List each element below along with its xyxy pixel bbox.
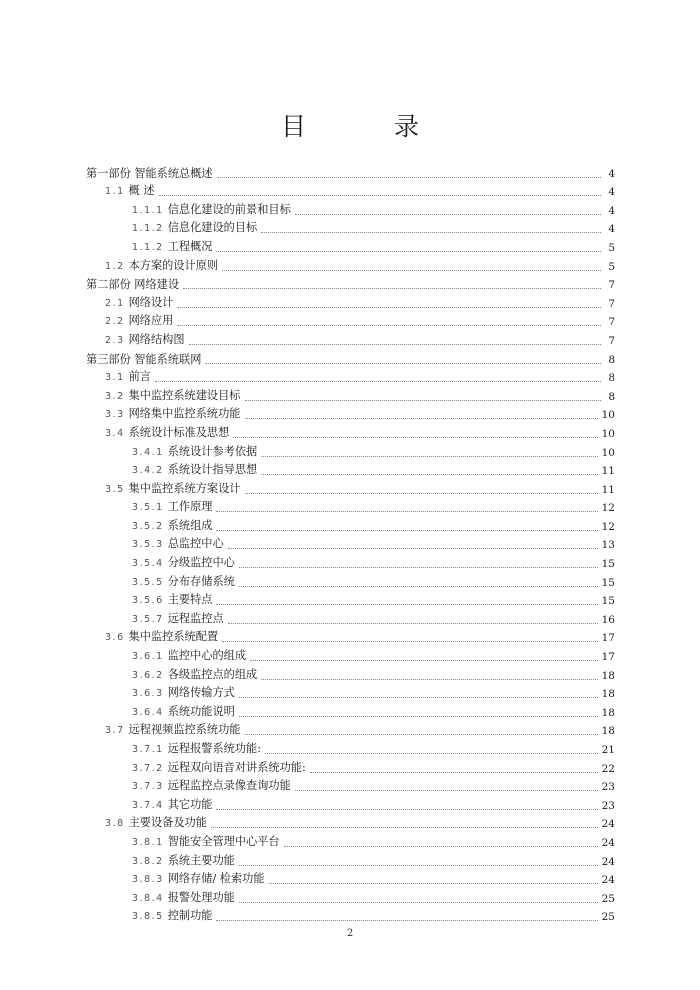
toc-entry-text: 系统主要功能: [167, 853, 235, 867]
toc-entry-label: [132, 909, 212, 924]
toc-dot-leader: [295, 789, 598, 791]
toc-dot-leader: [239, 585, 598, 587]
toc-entry-label: [132, 854, 235, 869]
toc-entry-label: [86, 167, 213, 181]
toc-entry-text: 总监控中心: [167, 537, 224, 551]
toc-entry-number: 2.1: [105, 297, 125, 309]
toc-entry[interactable]: [86, 274, 615, 293]
toc-entry-text: 网络存储/ 检索功能: [167, 872, 265, 886]
toc-entry[interactable]: [86, 385, 615, 404]
toc-entry-number: 3.8.3: [132, 874, 164, 886]
page-number: 2: [346, 928, 354, 939]
toc-dot-leader: [261, 678, 597, 680]
toc-entry-text: 网络设计: [128, 295, 174, 309]
toc-dot-leader: [261, 473, 597, 475]
toc-entry-text: 报警处理功能: [167, 890, 235, 904]
toc-entry-number: 3.2: [105, 390, 125, 402]
toc-entry[interactable]: [86, 850, 615, 869]
toc-entry[interactable]: [86, 236, 615, 255]
toc-entry-label: [105, 259, 218, 274]
toc-entry-label: [105, 630, 218, 645]
toc-entry-text: 第三部份 智能系统联网: [86, 352, 202, 366]
toc-entry-text: 各级监控点的组成: [167, 667, 258, 681]
toc-entry-page: 10: [601, 446, 615, 459]
toc-entry-number: 2.2: [105, 316, 125, 328]
toc-dot-leader: [177, 306, 601, 308]
table-of-contents: [86, 162, 615, 924]
toc-entry-label: [105, 370, 151, 385]
toc-entry-page: 4: [608, 204, 615, 217]
toc-dot-leader: [245, 492, 598, 494]
toc-entry-page: 17: [601, 651, 615, 664]
toc-entry-page: 24: [601, 818, 615, 831]
toc-entry-text: 远程监控点录像查询功能: [167, 779, 291, 793]
toc-entry-text: 控制功能: [167, 909, 213, 923]
toc-entry-page: 8: [608, 353, 615, 366]
toc-entry-label: [132, 872, 265, 887]
toc-dot-leader: [245, 417, 598, 419]
toc-entry-number: 3.4.1: [132, 446, 164, 458]
toc-entry[interactable]: [86, 869, 615, 888]
toc-entry-label: [132, 705, 235, 720]
toc-entry-number: 3.4: [105, 427, 125, 439]
toc-entry-page: 7: [608, 334, 615, 347]
toc-entry-label: [132, 612, 224, 627]
toc-entry-label: [132, 649, 246, 664]
toc-dot-leader: [217, 176, 601, 178]
toc-dot-leader: [155, 380, 601, 382]
toc-entry-page: 22: [601, 762, 615, 775]
toc-dot-leader: [211, 826, 598, 828]
toc-dot-leader: [250, 659, 598, 661]
toc-entry[interactable]: [86, 627, 615, 646]
toc-entry-number: 3.8: [105, 818, 125, 830]
toc-entry-number: 3.5.2: [132, 520, 164, 532]
toc-dot-leader: [245, 733, 598, 735]
toc-entry-text: 前言: [128, 370, 151, 384]
toc-entry-label: [132, 891, 235, 906]
toc-dot-leader: [222, 640, 598, 642]
toc-entry-text: 分布存储系统: [167, 574, 235, 588]
toc-entry-text: 系统设计参考依据: [167, 444, 258, 458]
toc-entry-label: [132, 556, 235, 571]
toc-entry-number: 3.5.7: [132, 613, 164, 625]
toc-dot-leader: [284, 845, 598, 847]
toc-dot-leader: [261, 231, 601, 233]
toc-entry-number: 3.6.2: [132, 669, 164, 681]
toc-entry-page: 18: [601, 706, 615, 719]
toc-entry[interactable]: [86, 404, 615, 423]
toc-entry-number: 3.8.2: [132, 855, 164, 867]
toc-entry-text: 智能安全管理中心平台: [167, 834, 280, 848]
toc-entry-text: 系统设计指导思想: [167, 463, 258, 477]
toc-entry-label: [132, 221, 257, 236]
toc-entry-page: 24: [601, 855, 615, 868]
toc-entry[interactable]: [86, 255, 615, 274]
toc-entry-text: 系统功能说明: [167, 704, 235, 718]
toc-dot-leader: [216, 808, 597, 810]
toc-entry[interactable]: [86, 720, 615, 739]
toc-entry-page: 18: [601, 688, 615, 701]
toc-entry-label: [132, 761, 306, 776]
toc-dot-leader: [222, 269, 601, 271]
toc-entry-page: 7: [608, 297, 615, 310]
toc-entry-number: 3.5: [105, 483, 125, 495]
toc-entry[interactable]: [86, 571, 615, 590]
toc-dot-leader: [295, 213, 601, 215]
toc-entry-page: 23: [601, 781, 615, 794]
toc-dot-leader: [216, 919, 597, 921]
toc-entry-label: [105, 482, 241, 497]
toc-entry-number: 3.8.4: [132, 892, 164, 904]
toc-entry-number: 3.7.4: [132, 799, 164, 811]
toc-entry[interactable]: [86, 738, 615, 757]
toc-entry[interactable]: [86, 608, 615, 627]
toc-entry-text: 信息化建设的前景和目标: [167, 202, 291, 216]
toc-entry-page: 18: [601, 725, 615, 738]
toc-entry-text: 集中监控系统方案设计: [128, 481, 241, 495]
toc-entry-text: 远程报警系统功能:: [167, 742, 261, 755]
toc-entry[interactable]: [86, 441, 615, 460]
toc-entry[interactable]: [86, 218, 615, 237]
toc-entry-text: 主要设备及功能: [128, 816, 207, 830]
toc-dot-leader: [239, 901, 598, 903]
toc-entry[interactable]: [86, 683, 615, 702]
toc-entry[interactable]: [86, 590, 615, 609]
toc-entry[interactable]: [86, 887, 615, 906]
toc-dot-leader: [216, 250, 601, 252]
toc-entry-number: 3.7.3: [132, 781, 164, 793]
toc-entry-page: 5: [608, 241, 615, 254]
toc-entry[interactable]: [86, 348, 615, 367]
toc-entry-number: 1.1: [105, 186, 125, 198]
toc-entry-number: 2.3: [105, 334, 125, 346]
toc-entry-label: [105, 426, 229, 441]
toc-entry-text: 远程监控点: [167, 611, 224, 625]
toc-dot-leader: [239, 864, 598, 866]
toc-entry-label: [105, 407, 241, 422]
toc-entry-text: 第一部份 智能系统总概述: [86, 166, 213, 180]
toc-entry-text: 工程概况: [167, 239, 213, 253]
toc-entry-page: 24: [601, 874, 615, 887]
toc-entry[interactable]: [86, 552, 615, 571]
toc-entry-text: 远程双向语音对讲系统功能:: [167, 760, 306, 774]
toc-entry-page: 4: [608, 167, 615, 180]
toc-entry-number: 3.5.3: [132, 539, 164, 551]
toc-entry-number: 3.8.1: [132, 836, 164, 848]
toc-entry-label: [132, 593, 212, 608]
toc-entry[interactable]: [86, 906, 615, 925]
toc-dot-leader: [239, 566, 598, 568]
toc-entry-number: 3.6.3: [132, 688, 164, 700]
toc-entry-text: 网络传输方式: [167, 686, 235, 700]
toc-entry[interactable]: [86, 645, 615, 664]
toc-entry-text: 网络集中监控系统功能: [128, 407, 241, 421]
toc-entry-text: 其它功能: [167, 797, 213, 811]
toc-entry-label: [132, 537, 224, 552]
toc-entry-label: [105, 389, 241, 404]
toc-entry-page: 10: [601, 409, 615, 422]
toc-entry-number: 3.5.6: [132, 595, 164, 607]
toc-entry[interactable]: [86, 422, 615, 441]
toc-entry-page: 5: [608, 260, 615, 273]
toc-entry-page: 13: [601, 539, 615, 552]
toc-entry-text: 工作原理: [167, 500, 213, 514]
toc-entry-number: 1.1.1: [132, 204, 164, 216]
toc-entry-page: 10: [601, 427, 615, 440]
toc-entry[interactable]: [86, 813, 615, 832]
toc-entry-page: 17: [601, 632, 615, 645]
toc-entry-page: 11: [601, 483, 615, 496]
toc-entry-page: 25: [601, 892, 615, 905]
toc-dot-leader: [183, 287, 601, 289]
toc-entry[interactable]: [86, 311, 615, 330]
toc-entry-page: 4: [608, 223, 615, 236]
toc-entry-number: 3.5.5: [132, 576, 164, 588]
toc-entry-number: 3.6.1: [132, 651, 164, 663]
toc-dot-leader: [177, 324, 601, 326]
toc-entry-page: 12: [601, 520, 615, 533]
toc-entry-number: 3.8.5: [132, 911, 164, 923]
toc-entry[interactable]: [86, 794, 615, 813]
toc-entry-page: 12: [601, 502, 615, 515]
toc-entry[interactable]: [86, 831, 615, 850]
toc-entry-text: 系统组成: [167, 518, 213, 532]
toc-entry-label: [132, 519, 212, 534]
toc-entry-number: 3.1: [105, 372, 125, 384]
toc-entry-page: 8: [608, 390, 615, 403]
toc-entry-page: 15: [601, 558, 615, 571]
page-title: 目 录: [281, 111, 459, 141]
toc-dot-leader: [239, 715, 598, 717]
toc-entry-page: 25: [601, 911, 615, 924]
toc-entry-number: 3.5.1: [132, 502, 164, 514]
toc-entry-label: [132, 240, 212, 255]
toc-dot-leader: [310, 771, 598, 773]
toc-dot-leader: [216, 510, 597, 512]
toc-entry-page: 16: [601, 613, 615, 626]
toc-dot-leader: [269, 882, 598, 884]
toc-dot-leader: [228, 547, 598, 549]
toc-entry-number: 3.7.2: [132, 762, 164, 774]
toc-entry-text: 集中监控系统配置: [128, 630, 219, 644]
toc-entry-page: 8: [608, 372, 615, 385]
toc-entry-text: 本方案的设计原则: [128, 258, 219, 272]
toc-entry-label: [132, 203, 291, 218]
toc-entry-label: [132, 445, 257, 460]
toc-entry[interactable]: [86, 460, 615, 479]
toc-entry-label: [132, 686, 235, 701]
toc-entry-label: [105, 333, 185, 348]
toc-entry-text: 主要特点: [167, 593, 213, 607]
toc-entry-number: 1.1.2: [132, 241, 164, 253]
toc-entry-label: [105, 184, 155, 199]
toc-entry-label: [132, 835, 280, 850]
toc-dot-leader: [216, 529, 597, 531]
toc-entry-label: [86, 353, 201, 367]
toc-entry-label: [105, 816, 207, 831]
toc-entry[interactable]: [86, 515, 615, 534]
toc-entry-label: [132, 500, 212, 515]
toc-entry[interactable]: [86, 367, 615, 386]
toc-entry-page: 18: [601, 669, 615, 682]
toc-entry-text: 集中监控系统建设目标: [128, 388, 241, 402]
toc-entry-text: 监控中心的组成: [167, 649, 247, 663]
toc-entry-number: 3.7: [105, 725, 125, 737]
toc-entry-label: [105, 314, 173, 329]
toc-dot-leader: [216, 603, 597, 605]
toc-entry-label: [132, 798, 212, 813]
toc-entry-page: 15: [601, 576, 615, 589]
toc-entry-page: 7: [608, 279, 615, 292]
toc-entry-number: 3.5.4: [132, 558, 164, 570]
toc-entry-label: [132, 779, 291, 794]
toc-entry[interactable]: [86, 664, 615, 683]
toc-entry-number: 3.6.4: [132, 706, 164, 718]
toc-dot-leader: [189, 343, 601, 345]
toc-entry[interactable]: [86, 776, 615, 795]
toc-entry[interactable]: [86, 292, 615, 311]
toc-entry-page: 24: [601, 836, 615, 849]
toc-dot-leader: [239, 696, 598, 698]
toc-entry-number: 3.3: [105, 409, 125, 421]
toc-entry-text: 概 述: [128, 184, 155, 198]
toc-entry-text: 分级监控中心: [167, 556, 235, 570]
toc-entry-text: 信息化建设的目标: [167, 221, 258, 235]
toc-entry[interactable]: [86, 534, 615, 553]
toc-entry-page: 21: [601, 744, 615, 756]
toc-entry[interactable]: [86, 497, 615, 516]
toc-entry-label: [86, 278, 179, 292]
toc-entry-label: [105, 723, 241, 738]
toc-entry-number: 3.6: [105, 632, 125, 644]
toc-entry-label: [132, 668, 257, 683]
toc-entry-number: 3.4.2: [132, 465, 164, 477]
toc-entry-page: 23: [601, 799, 615, 812]
toc-entry[interactable]: [86, 329, 615, 348]
toc-entry[interactable]: [86, 199, 615, 218]
toc-dot-leader: [245, 399, 602, 401]
toc-entry[interactable]: [86, 162, 615, 181]
toc-dot-leader: [265, 752, 598, 754]
toc-dot-leader: [205, 362, 601, 364]
toc-entry-number: 3.7.1: [132, 744, 164, 755]
toc-entry-text: 网络结构图: [128, 332, 185, 346]
toc-entry-page: 7: [608, 316, 615, 329]
toc-entry-text: 远程视频监控系统功能: [128, 723, 241, 737]
toc-entry-page: 15: [601, 595, 615, 608]
toc-entry-number: 1.1.2: [132, 223, 164, 235]
toc-dot-leader: [159, 194, 601, 196]
toc-entry-page: 11: [601, 465, 615, 478]
toc-entry-label: [132, 742, 261, 757]
toc-entry-label: [105, 296, 173, 311]
toc-entry-text: 第二部份 网络建设: [86, 278, 180, 292]
toc-entry-text: 网络应用: [128, 314, 174, 328]
toc-entry-text: 系统设计标准及思想: [128, 425, 230, 439]
toc-entry[interactable]: [86, 701, 615, 720]
toc-entry-number: 1.2: [105, 260, 125, 272]
toc-entry[interactable]: [86, 478, 615, 497]
toc-dot-leader: [233, 436, 597, 438]
toc-entry-page: 4: [608, 186, 615, 199]
toc-entry[interactable]: [86, 181, 615, 200]
toc-dot-leader: [228, 622, 598, 624]
toc-entry-label: [132, 575, 235, 590]
toc-entry-label: [132, 463, 257, 478]
toc-dot-leader: [261, 455, 597, 457]
toc-entry[interactable]: [86, 757, 615, 776]
